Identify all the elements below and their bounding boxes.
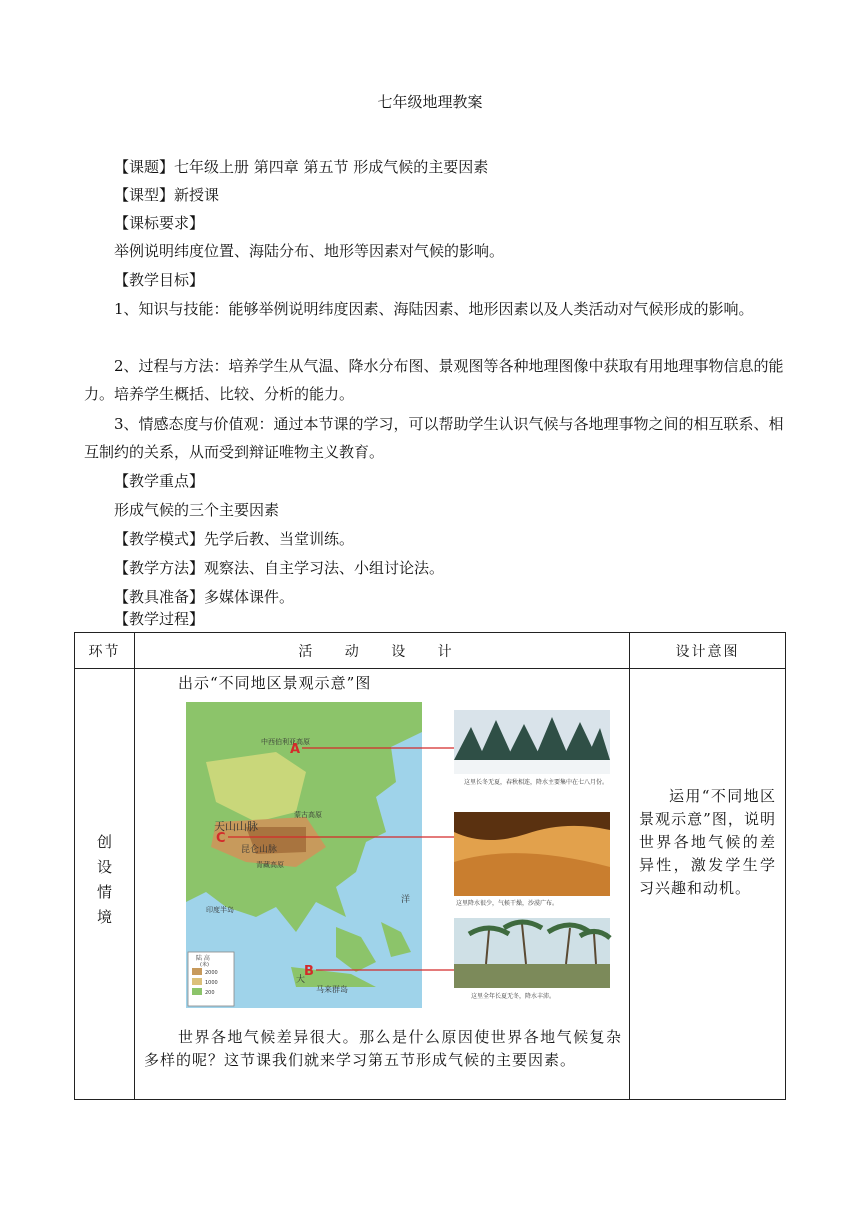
- lesson-type: 【课型】新授课: [114, 186, 220, 204]
- goal-1: 1、知识与技能：能够举例说明纬度因素、海陆因素、地形因素以及人类活动对气候形成的影响。: [114, 300, 754, 318]
- key-text: 形成气候的三个主要因素: [114, 501, 280, 519]
- marker-b: B: [304, 964, 314, 979]
- table-row: [75, 669, 786, 1100]
- legend-value: 200: [205, 990, 215, 996]
- activity-text: 世界各地气候差异很大。那么是什么原因使世界各地气候复杂多样的呢？这节课我们就来学习第五节形成气候的主要因素。: [144, 1028, 622, 1069]
- map-label: 蒙古高原: [294, 811, 322, 819]
- map-label: 昆仑山脉: [241, 845, 278, 855]
- map-label: 大: [296, 975, 306, 985]
- teaching-mode: 【教学模式】先学后教、当堂训练。: [114, 530, 355, 548]
- teaching-tools: 【教具准备】多媒体课件。: [114, 588, 295, 606]
- photo-caption: 这里降水很少，气候干燥，沙漠广布。: [456, 900, 559, 907]
- header-stage: 环节: [75, 633, 135, 669]
- goal-2: 2、过程与方法：培养学生从气温、降水分布图、景观图等各种地理图像中获取有用地理事物信息的能力。培养学生概括、比较、分析的能力。: [84, 357, 784, 403]
- legend-value: 2000: [205, 970, 218, 976]
- standard-text: 举例说明纬度位置、海陆分布、地形等因素对气候的影响。: [114, 242, 505, 260]
- goal-3: 3、情感态度与价值观：通过本节课的学习，可以帮助学生认识气候与各地理事物之间的相互联系、相互制约的关系，从而受到辩证唯物主义教育。: [84, 415, 784, 461]
- legend-title: 陆 高: [196, 955, 210, 962]
- stage-label: 创设情境: [95, 834, 113, 934]
- intent-text: 运用“不同地区景观示意”图，说明世界各地气候的差异性，激发学生学习兴趣和动机。: [639, 786, 776, 897]
- figure-caption: 出示“不同地区景观示意”图: [178, 674, 372, 692]
- map-label: 洋: [401, 895, 411, 905]
- intent-cell: [630, 669, 786, 1100]
- photo-tropical: [454, 918, 610, 1000]
- process-heading: 【教学过程】: [114, 610, 205, 628]
- stage-cell: [75, 669, 135, 1100]
- legend-unit: (米): [200, 962, 209, 968]
- marker-a: A: [290, 742, 301, 757]
- process-table: [74, 632, 786, 1100]
- landscape-figure: [186, 702, 618, 1008]
- map-label: 马来群岛: [316, 985, 348, 994]
- map-label: 中西伯利亚高原: [261, 738, 310, 746]
- goals-heading: 【教学目标】: [114, 271, 205, 289]
- marker-c: C: [216, 831, 226, 846]
- header-activity: 活 动 设 计: [135, 633, 630, 669]
- photo-taiga: [454, 710, 610, 786]
- topic-line: 【课题】七年级上册 第四章 第五节 形成气候的主要因素: [114, 158, 489, 176]
- key-heading: 【教学重点】: [114, 472, 205, 490]
- legend-value: 1000: [205, 980, 218, 986]
- activity-cell: [135, 669, 630, 1100]
- photo-caption: 这里全年长夏无冬，降水丰沛。: [471, 993, 556, 1000]
- map-label: 天山山脉: [214, 820, 258, 833]
- map-label: 青藏高原: [256, 861, 284, 869]
- photo-desert: [454, 812, 610, 907]
- document-title: 七年级地理教案: [377, 93, 483, 111]
- standard-heading: 【课标要求】: [114, 214, 205, 232]
- map-label: 印度半岛: [206, 906, 234, 914]
- teaching-method: 【教学方法】观察法、自主学习法、小组讨论法。: [114, 559, 445, 577]
- photo-caption: 这里长冬无夏，春秋相连，降水主要集中在七八月份。: [464, 779, 609, 786]
- header-intent: 设计意图: [630, 633, 786, 669]
- table-header-row: [75, 633, 786, 669]
